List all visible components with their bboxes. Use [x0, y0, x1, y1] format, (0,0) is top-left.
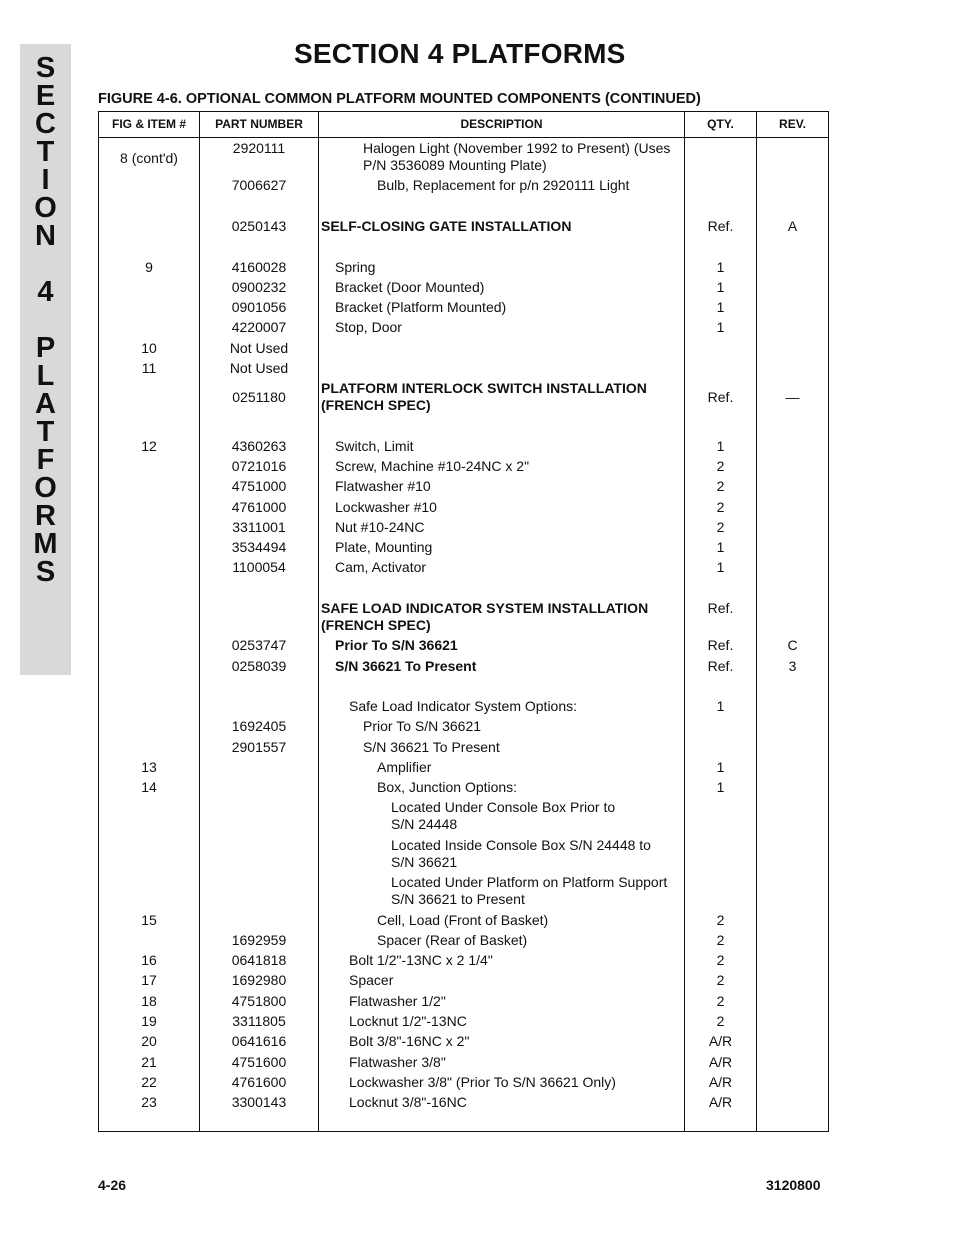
qty-cell: 2	[716, 912, 725, 928]
qty-cell: 1	[716, 279, 725, 295]
fig-item-cell: 23	[141, 1094, 157, 1110]
sidebar-letter: T	[36, 136, 55, 168]
sidebar-letter: P	[35, 332, 56, 364]
part-number-cell: 1692959	[231, 932, 287, 948]
qty-cell: 1	[716, 759, 725, 775]
description-cell: Plate, Mounting	[335, 539, 433, 555]
section-sidebar-tab	[20, 44, 71, 675]
part-number-cell: Not Used	[229, 360, 289, 376]
sidebar-letter: A	[35, 388, 56, 420]
rev-cell: —	[785, 389, 800, 405]
part-number-cell: 4160028	[231, 259, 287, 275]
qty-cell: 1	[716, 779, 725, 795]
fig-item-cell: 22	[141, 1074, 157, 1090]
description-cell: Bulb, Replacement for p/n 2920111 Light	[377, 177, 630, 193]
qty-cell: Ref.	[707, 218, 734, 234]
description-cell: Nut #10-24NC	[335, 519, 425, 535]
fig-item-cell: 13	[141, 759, 157, 775]
description-cell: Spacer (Rear of Basket)	[377, 932, 528, 948]
part-number-cell: 3311001	[232, 519, 286, 535]
description-cell: Locknut 3/8"-16NC	[349, 1094, 467, 1110]
description-cell: Bracket (Door Mounted)	[335, 279, 485, 295]
description-cell: Flatwasher 1/2"	[349, 993, 446, 1009]
sidebar-letter: R	[35, 500, 56, 532]
description-cell: Amplifier	[377, 759, 432, 775]
description-cell: Stop, Door	[335, 319, 402, 335]
fig-item-cell: 11	[141, 360, 157, 376]
description-cell: Box, Junction Options:	[377, 779, 518, 795]
description-cell: Located Under Console Box Prior to S/N 24448	[391, 799, 616, 832]
qty-cell: 1	[716, 438, 725, 454]
fig-item-cell: 19	[141, 1013, 157, 1029]
header-qty: QTY.	[707, 117, 734, 131]
sidebar-letter: 4	[37, 276, 54, 308]
description-cell: SELF-CLOSING GATE INSTALLATION	[321, 218, 572, 234]
sidebar-letter: S	[35, 556, 56, 588]
page-title: SECTION 4 PLATFORMS	[294, 38, 626, 69]
figure-caption: FIGURE 4-6. OPTIONAL COMMON PLATFORM MOUNTED COMPONENTS (CONTINUED)	[98, 91, 701, 107]
qty-cell: 2	[716, 972, 725, 988]
qty-cell: 1	[716, 319, 725, 335]
header-description: DESCRIPTION	[460, 117, 543, 131]
sidebar-letter: O	[34, 472, 57, 504]
document-number: 3120800	[766, 1177, 821, 1193]
qty-cell: 1	[716, 299, 725, 315]
part-number-cell: 4751800	[231, 993, 287, 1009]
description-cell: Lockwasher 3/8" (Prior To S/N 36621 Only)	[349, 1074, 616, 1090]
part-number-cell: 0721016	[231, 458, 287, 474]
sidebar-letter: M	[33, 528, 58, 560]
qty-cell: 2	[716, 499, 725, 515]
part-number-cell: 3311805	[232, 1013, 286, 1029]
description-cell: S/N 36621 To Present	[363, 739, 500, 755]
part-number-cell: 0641616	[231, 1033, 287, 1049]
column-divider	[756, 112, 757, 1131]
part-number-cell: 3534494	[231, 539, 287, 555]
part-number-cell: 4360263	[231, 438, 287, 454]
qty-cell: A/R	[708, 1094, 733, 1110]
description-cell: Locknut 1/2"-13NC	[349, 1013, 467, 1029]
qty-cell: 2	[716, 1013, 725, 1029]
parts-table	[98, 111, 829, 1132]
part-number-cell: 7006627	[231, 177, 287, 193]
header-rev: REV.	[779, 117, 806, 131]
qty-cell: 1	[716, 559, 725, 575]
fig-item-cell: 8 (cont'd)	[120, 150, 178, 166]
part-number-cell: 4751000	[231, 478, 287, 494]
part-number-cell: 4761600	[231, 1074, 287, 1090]
fig-item-cell: 9	[145, 259, 153, 275]
sidebar-letter: F	[36, 444, 55, 476]
part-number-cell: 0641818	[231, 952, 287, 968]
part-number-cell: 0901056	[231, 299, 287, 315]
sidebar-letter: T	[36, 416, 55, 448]
description-cell: Spacer	[349, 972, 394, 988]
rev-cell: 3	[788, 658, 797, 674]
description-cell: Halogen Light (November 1992 to Present) (Uses P/N 3536089 Mounting Plate)	[363, 140, 671, 173]
header-divider	[99, 137, 828, 138]
qty-cell: 1	[716, 698, 725, 714]
fig-item-cell: 12	[141, 438, 157, 454]
qty-cell: Ref.	[707, 658, 734, 674]
fig-item-cell: 15	[141, 912, 157, 928]
fig-item-cell: 17	[141, 972, 157, 988]
description-cell: Located Inside Console Box S/N 24448 to S/N 36621	[391, 837, 651, 870]
rev-cell: A	[787, 218, 798, 234]
description-cell: Located Under Platform on Platform Support S/N 36621 to Present	[391, 874, 668, 907]
part-number-cell: 1692405	[231, 718, 287, 734]
qty-cell: Ref.	[707, 600, 734, 616]
page-number: 4-26	[98, 1177, 127, 1193]
sidebar-letter: C	[35, 108, 56, 140]
part-number-cell: 0258039	[231, 658, 287, 674]
part-number-cell: 4751600	[231, 1054, 287, 1070]
qty-cell: 2	[716, 458, 725, 474]
qty-cell: Ref.	[707, 389, 734, 405]
fig-item-cell: 20	[141, 1033, 157, 1049]
qty-cell: A/R	[708, 1054, 733, 1070]
part-number-cell: 1692980	[231, 972, 287, 988]
description-cell: Bracket (Platform Mounted)	[335, 299, 507, 315]
description-cell: Bolt 1/2"-13NC x 2 1/4"	[349, 952, 493, 968]
description-cell: Switch, Limit	[335, 438, 414, 454]
qty-cell: 1	[716, 259, 725, 275]
description-cell: Cam, Activator	[335, 559, 427, 575]
sidebar-letter: E	[35, 80, 56, 112]
header-fig-item: FIG & ITEM #	[111, 117, 186, 131]
qty-cell: 2	[716, 932, 725, 948]
part-number-cell: Not Used	[229, 340, 289, 356]
description-cell: Flatwasher #10	[335, 478, 431, 494]
fig-item-cell: 18	[141, 993, 157, 1009]
sidebar-letter: L	[36, 360, 55, 392]
part-number-cell: 3300143	[231, 1094, 287, 1110]
description-cell: Lockwasher #10	[335, 499, 437, 515]
qty-cell: 2	[716, 952, 725, 968]
description-cell: Cell, Load (Front of Basket)	[377, 912, 549, 928]
qty-cell: 1	[716, 539, 725, 555]
description-cell: Bolt 3/8"-16NC x 2"	[349, 1033, 470, 1049]
part-number-cell: 0250143	[231, 218, 287, 234]
description-cell: Prior To S/N 36621	[335, 637, 458, 653]
qty-cell: 2	[716, 478, 725, 494]
rev-cell: C	[787, 637, 798, 653]
fig-item-cell: 10	[141, 340, 157, 356]
qty-cell: 2	[716, 993, 725, 1009]
description-cell: SAFE LOAD INDICATOR SYSTEM INSTALLATION (FRENCH SPEC)	[321, 600, 649, 633]
qty-cell: A/R	[708, 1033, 733, 1049]
qty-cell: A/R	[708, 1074, 733, 1090]
description-cell: Prior To S/N 36621	[363, 718, 482, 734]
qty-cell: Ref.	[707, 637, 734, 653]
fig-item-cell: 21	[141, 1054, 157, 1070]
sidebar-letter: I	[41, 164, 50, 196]
header-part-number: PART NUMBER	[215, 117, 303, 131]
column-divider	[318, 112, 319, 1131]
part-number-cell: 0900232	[231, 279, 287, 295]
part-number-cell: 4761000	[231, 499, 287, 515]
sidebar-letter: O	[34, 192, 57, 224]
description-cell: Safe Load Indicator System Options:	[349, 698, 578, 714]
description-cell: PLATFORM INTERLOCK SWITCH INSTALLATION (FRENCH SPEC)	[321, 380, 647, 413]
qty-cell: 2	[716, 519, 725, 535]
part-number-cell: 2901557	[231, 739, 287, 755]
sidebar-letter: S	[35, 52, 56, 84]
description-cell: Spring	[335, 259, 376, 275]
description-cell: S/N 36621 To Present	[335, 658, 477, 674]
part-number-cell: 1100054	[232, 559, 286, 575]
part-number-cell: 4220007	[231, 319, 287, 335]
sidebar-letter: N	[35, 220, 56, 252]
part-number-cell: 0251180	[232, 389, 286, 405]
part-number-cell: 2920111	[232, 140, 286, 156]
description-cell: Flatwasher 3/8"	[349, 1054, 446, 1070]
fig-item-cell: 16	[141, 952, 157, 968]
description-cell: Screw, Machine #10-24NC x 2"	[335, 458, 530, 474]
part-number-cell: 0253747	[231, 637, 287, 653]
fig-item-cell: 14	[141, 779, 157, 795]
